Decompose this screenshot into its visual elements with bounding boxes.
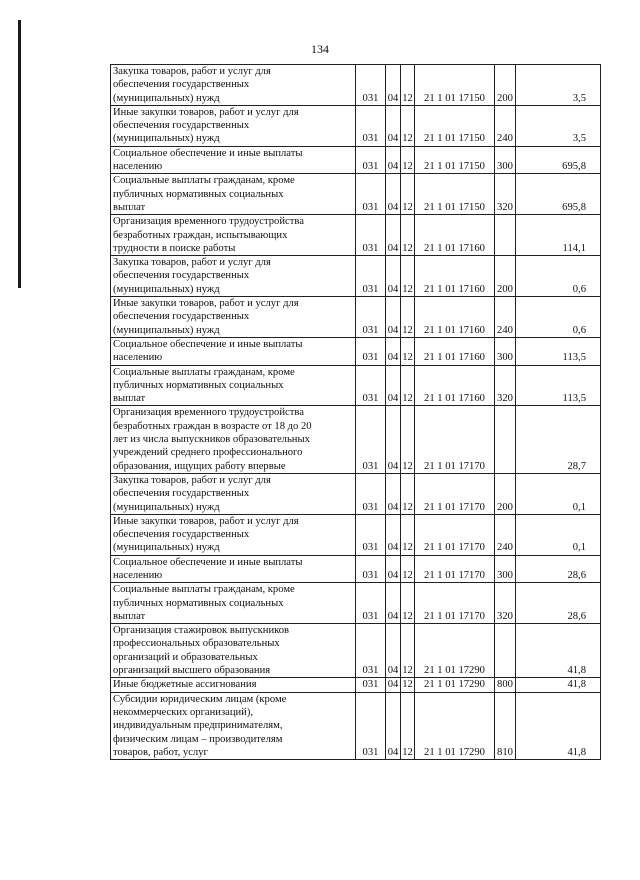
- row-name-cell: [111, 473, 356, 514]
- row-name-line: некоммерческих организаций),: [113, 706, 254, 718]
- row-name-cell: [111, 583, 356, 624]
- subsection-code-cell: 12: [401, 473, 415, 514]
- row-name-line: организаций и образовательных: [113, 651, 258, 663]
- row-name-line: Социальное обеспечение и иные выплаты: [113, 556, 303, 568]
- row-name-line: Организация временного трудоустройства: [113, 407, 304, 419]
- row-name-line: (муниципальных) нужд: [113, 133, 220, 145]
- row-name-line: физическим лицам – производителям: [113, 733, 283, 745]
- subsection-code-cell: 12: [401, 174, 415, 215]
- row-name-cell: [111, 337, 356, 365]
- section-code-cell: 04: [386, 256, 401, 297]
- expense-type-cell: [495, 215, 516, 256]
- expense-type-cell: [495, 624, 516, 678]
- table-row: [111, 406, 601, 473]
- expense-type-cell: 300: [495, 146, 516, 174]
- row-name-cell: [111, 365, 356, 406]
- target-article-cell: 21 1 01 17170: [415, 473, 495, 514]
- section-code-cell: 04: [386, 692, 401, 759]
- table-row: [111, 624, 601, 678]
- row-name-line: Социальные выплаты гражданам, кроме: [113, 366, 295, 378]
- target-article-cell: 21 1 01 17290: [415, 692, 495, 759]
- table-row: [111, 174, 601, 215]
- row-name-line: выплат: [113, 610, 146, 622]
- subsection-code-cell: 12: [401, 514, 415, 555]
- row-name-line: учреждений среднего профессионального: [113, 447, 303, 459]
- amount-cell: 695,8: [516, 146, 601, 174]
- subsection-code-cell: 12: [401, 406, 415, 473]
- amount-cell: 0,6: [516, 256, 601, 297]
- amount-cell: 3,5: [516, 105, 601, 146]
- table-row: [111, 146, 601, 174]
- row-name-cell: [111, 297, 356, 338]
- row-name-line: (муниципальных) нужд: [113, 324, 220, 336]
- row-name-line: населению: [113, 569, 163, 581]
- ministry-code-cell: 031: [356, 473, 386, 514]
- ministry-code-cell: 031: [356, 583, 386, 624]
- row-name-cell: [111, 678, 356, 692]
- section-code-cell: 04: [386, 514, 401, 555]
- target-article-cell: 21 1 01 17170: [415, 406, 495, 473]
- subsection-code-cell: 12: [401, 365, 415, 406]
- subsection-code-cell: 12: [401, 337, 415, 365]
- expense-type-cell: 200: [495, 473, 516, 514]
- amount-cell: 0,6: [516, 297, 601, 338]
- amount-cell: 0,1: [516, 514, 601, 555]
- table-row: [111, 678, 601, 692]
- amount-cell: 695,8: [516, 174, 601, 215]
- row-name-cell: [111, 105, 356, 146]
- section-code-cell: 04: [386, 624, 401, 678]
- target-article-cell: 21 1 01 17160: [415, 297, 495, 338]
- expense-type-cell: 320: [495, 365, 516, 406]
- expense-type-cell: [495, 406, 516, 473]
- row-name-line: (муниципальных) нужд: [113, 542, 220, 554]
- row-name-line: организаций высшего образования: [113, 665, 271, 677]
- row-name-cell: [111, 146, 356, 174]
- row-name-line: Социальное обеспечение и иные выплаты: [113, 147, 303, 159]
- expense-type-cell: 240: [495, 514, 516, 555]
- ministry-code-cell: 031: [356, 105, 386, 146]
- target-article-cell: 21 1 01 17290: [415, 624, 495, 678]
- margin-line: [18, 20, 21, 288]
- row-name-cell: [111, 406, 356, 473]
- row-name-line: публичных нормативных социальных: [113, 188, 284, 200]
- row-name-line: Иные закупки товаров, работ и услуг для: [113, 106, 299, 118]
- section-code-cell: 04: [386, 473, 401, 514]
- row-name-cell: [111, 215, 356, 256]
- subsection-code-cell: 12: [402, 679, 413, 691]
- expense-type-cell: 320: [495, 583, 516, 624]
- row-name-line: индивидуальным предпринимателям,: [113, 720, 283, 732]
- row-name-line: образования, ищущих работу впервые: [113, 460, 286, 472]
- expense-type-cell: 320: [495, 174, 516, 215]
- amount-cell: 28,7: [516, 406, 601, 473]
- amount-cell: 113,5: [516, 337, 601, 365]
- section-code-cell: 04: [386, 337, 401, 365]
- subsection-code-cell: 12: [401, 583, 415, 624]
- section-code-cell: 04: [386, 555, 401, 583]
- ministry-code-cell: 031: [356, 146, 386, 174]
- target-article-cell: 21 1 01 17290: [415, 678, 495, 692]
- ministry-code-cell: 031: [356, 514, 386, 555]
- section-code-cell: 04: [386, 678, 401, 692]
- amount-cell: 3,5: [516, 65, 601, 106]
- section-code-cell: 04: [386, 583, 401, 624]
- table-row: [111, 514, 601, 555]
- ministry-code-cell: 031: [356, 297, 386, 338]
- row-name-line: трудности в поиске работы: [113, 242, 236, 254]
- row-name-line: Иные закупки товаров, работ и услуг для: [113, 515, 299, 527]
- section-code-cell: 04: [386, 146, 401, 174]
- row-name-line: безработных граждан в возрасте от 18 до 20: [113, 420, 312, 432]
- target-article-cell: 21 1 01 17160: [415, 365, 495, 406]
- section-code-cell: 04: [386, 174, 401, 215]
- row-name-line: выплат: [113, 201, 146, 213]
- row-name-line: населению: [113, 161, 163, 173]
- amount-cell: 41,8: [516, 678, 601, 692]
- expense-type-cell: 300: [495, 337, 516, 365]
- ministry-code-cell: 031: [356, 65, 386, 106]
- table-row: [111, 256, 601, 297]
- table-row: [111, 297, 601, 338]
- row-name-line: (муниципальных) нужд: [113, 501, 220, 513]
- target-article-cell: 21 1 01 17160: [415, 215, 495, 256]
- row-name-line: Иные бюджетные ассигнования: [113, 679, 257, 691]
- table-row: [111, 337, 601, 365]
- subsection-code-cell: 12: [401, 624, 415, 678]
- page-number: 134: [311, 42, 329, 56]
- subsection-code-cell: 12: [401, 146, 415, 174]
- ministry-code-cell: 031: [356, 337, 386, 365]
- amount-cell: 41,8: [516, 692, 601, 759]
- ministry-code-cell: 031: [356, 174, 386, 215]
- amount-cell: 113,5: [516, 365, 601, 406]
- target-article-cell: 21 1 01 17150: [415, 146, 495, 174]
- subsection-code-cell: 12: [401, 256, 415, 297]
- target-article-cell: 21 1 01 17160: [415, 256, 495, 297]
- subsection-code-cell: 12: [401, 215, 415, 256]
- ministry-code-cell: 031: [356, 256, 386, 297]
- expense-type-cell: 200: [495, 256, 516, 297]
- row-name-line: обеспечения государственных: [113, 79, 250, 91]
- expense-type-cell: 240: [495, 105, 516, 146]
- budget-table: [110, 64, 601, 760]
- row-name-cell: [111, 65, 356, 106]
- row-name-line: Закупка товаров, работ и услуг для: [113, 474, 271, 486]
- row-name-line: публичных нормативных социальных: [113, 597, 284, 609]
- row-name-line: выплат: [113, 393, 146, 405]
- ministry-code-cell: 031: [356, 555, 386, 583]
- table-row: [111, 692, 601, 759]
- section-code-cell: 04: [386, 365, 401, 406]
- row-name-line: Иные закупки товаров, работ и услуг для: [113, 298, 299, 310]
- table-row: [111, 105, 601, 146]
- table-row: [111, 65, 601, 106]
- ministry-code-cell: 031: [356, 692, 386, 759]
- target-article-cell: 21 1 01 17160: [415, 337, 495, 365]
- section-code-cell: 04: [386, 105, 401, 146]
- row-name-line: Организация временного трудоустройства: [113, 216, 304, 228]
- expense-type-cell: 300: [495, 555, 516, 583]
- target-article-cell: 21 1 01 17170: [415, 583, 495, 624]
- amount-cell: 41,8: [516, 624, 601, 678]
- expense-type-cell: 800: [495, 678, 516, 692]
- target-article-cell: 21 1 01 17150: [415, 65, 495, 106]
- section-code-cell: 04: [386, 406, 401, 473]
- row-name-line: (муниципальных) нужд: [113, 283, 220, 295]
- row-name-line: (муниципальных) нужд: [113, 92, 220, 104]
- row-name-cell: [111, 624, 356, 678]
- table-row: [111, 555, 601, 583]
- row-name-line: Субсидии юридическим лицам (кроме: [113, 693, 287, 705]
- target-article-cell: 21 1 01 17170: [415, 514, 495, 555]
- row-name-line: Социальные выплаты гражданам, кроме: [113, 175, 295, 187]
- target-article-cell: 21 1 01 17150: [415, 105, 495, 146]
- row-name-line: обеспечения государственных: [113, 488, 250, 500]
- ministry-code-cell: 031: [356, 678, 386, 692]
- ministry-code-cell: 031: [356, 406, 386, 473]
- row-name-line: профессиональных образовательных: [113, 638, 280, 650]
- row-name-cell: [111, 514, 356, 555]
- section-code-cell: 04: [386, 297, 401, 338]
- table-row: [111, 473, 601, 514]
- amount-cell: 114,1: [516, 215, 601, 256]
- row-name-line: Социальное обеспечение и иные выплаты: [113, 338, 303, 350]
- row-name-cell: [111, 555, 356, 583]
- row-name-line: обеспечения государственных: [113, 311, 250, 323]
- subsection-code-cell: 12: [401, 297, 415, 338]
- row-name-line: товаров, работ, услуг: [113, 746, 208, 758]
- subsection-code-cell: 12: [401, 105, 415, 146]
- row-name-line: населению: [113, 352, 163, 364]
- expense-type-cell: 810: [495, 692, 516, 759]
- expense-type-cell: 240: [495, 297, 516, 338]
- target-article-cell: 21 1 01 17170: [415, 555, 495, 583]
- ministry-code-cell: 031: [356, 215, 386, 256]
- expense-type-cell: 200: [495, 65, 516, 106]
- row-name-line: публичных нормативных социальных: [113, 379, 284, 391]
- amount-cell: 0,1: [516, 473, 601, 514]
- subsection-code-cell: 12: [401, 555, 415, 583]
- row-name-line: безработных граждан, испытывающих: [113, 229, 288, 241]
- row-name-line: лет из числа выпускников образовательных: [113, 434, 310, 446]
- table-row: [111, 365, 601, 406]
- row-name-line: Закупка товаров, работ и услуг для: [113, 257, 271, 269]
- row-name-cell: [111, 174, 356, 215]
- ministry-code-cell: 031: [356, 624, 386, 678]
- subsection-code-cell: 12: [401, 692, 415, 759]
- row-name-line: Социальные выплаты гражданам, кроме: [113, 584, 295, 596]
- row-name-line: обеспечения государственных: [113, 270, 250, 282]
- amount-cell: 28,6: [516, 583, 601, 624]
- row-name-line: Закупка товаров, работ и услуг для: [113, 66, 271, 77]
- ministry-code-cell: 031: [356, 365, 386, 406]
- row-name-cell: [111, 256, 356, 297]
- section-code-cell: 04: [386, 215, 401, 256]
- row-name-line: обеспечения государственных: [113, 120, 250, 132]
- section-code-cell: 04: [386, 65, 401, 106]
- row-name-line: Организация стажировок выпускников: [113, 625, 290, 637]
- amount-cell: 28,6: [516, 555, 601, 583]
- subsection-code-cell: 12: [401, 65, 415, 106]
- table-row: [111, 583, 601, 624]
- row-name-cell: [111, 692, 356, 759]
- target-article-cell: 21 1 01 17150: [415, 174, 495, 215]
- table-row: [111, 215, 601, 256]
- row-name-line: обеспечения государственных: [113, 529, 250, 541]
